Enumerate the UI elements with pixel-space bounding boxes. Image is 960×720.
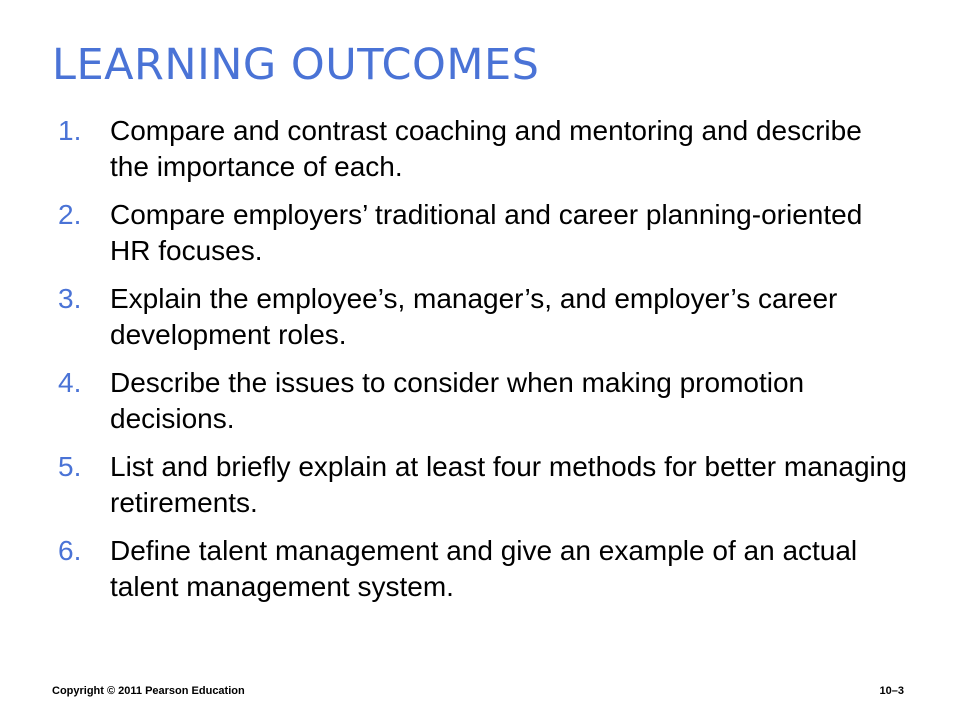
outcome-text: Compare and contrast coaching and mentoring and describe the importance of each.	[110, 115, 862, 182]
outcome-text: List and briefly explain at least four methods for better managing retirements.	[110, 451, 907, 518]
outcome-item-1	[58, 113, 908, 185]
slide-footer	[52, 685, 904, 701]
outcome-number: 5.	[58, 451, 82, 482]
slide-title: LEARNING OUTCOMES	[52, 40, 540, 90]
outcome-text: Explain the employee’s, manager’s, and employer’s career development roles.	[110, 283, 838, 350]
copyright-notice: Copyright © 2011 Pearson Education	[52, 685, 245, 697]
outcome-item-6	[58, 533, 908, 605]
outcome-item-3	[58, 281, 908, 353]
outcome-text: Define talent management and give an example of an actual talent management system.	[110, 535, 858, 602]
page-number: 10–3	[879, 685, 904, 697]
outcome-number: 3.	[58, 283, 82, 314]
outcome-item-4	[58, 365, 908, 437]
outcome-number: 6.	[58, 535, 82, 566]
outcome-number: 1.	[58, 115, 82, 146]
outcome-text: Describe the issues to consider when making promotion decisions.	[110, 367, 805, 434]
outcome-item-2	[58, 197, 908, 269]
outcome-text: Compare employers’ traditional and career planning-oriented HR focuses.	[110, 199, 863, 266]
outcome-number: 4.	[58, 367, 82, 398]
outcome-number: 2.	[58, 199, 82, 230]
learning-outcomes-list	[58, 113, 908, 617]
outcome-item-5	[58, 449, 908, 521]
